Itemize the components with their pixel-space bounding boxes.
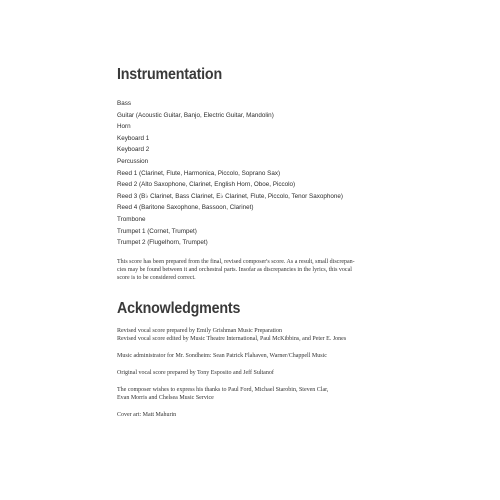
ack-paragraph	[117, 327, 387, 343]
ack-line: The composer wishes to express his thanks to Paul Ford, Michael Starobin, Steven Clar,	[117, 386, 329, 393]
instrument-item: Bass	[117, 100, 131, 107]
instrument-item: Reed 1 (Clarinet, Flute, Harmonica, Piccolo, Soprano Sax)	[117, 169, 281, 177]
document-page	[117, 66, 387, 428]
instrument-item: Keyboard 1	[117, 134, 150, 142]
instrument-item: Reed 3 (B♭ Clarinet, Bass Clarinet, E♭ Clarinet, Flute, Piccolo, Tenor Saxophone)	[117, 192, 343, 200]
acknowledgments-heading: Acknowledgments	[117, 299, 241, 317]
instrument-item: Horn	[117, 123, 131, 131]
ack-line: Original vocal score prepared by Tony Esposito and Jeff Sultanof	[117, 369, 274, 376]
instrument-item: Keyboard 2	[117, 146, 150, 154]
ack-line: Cover art: Matt Mahurin	[117, 411, 177, 418]
instrument-item: Trombone	[117, 215, 146, 223]
ack-paragraph	[117, 352, 387, 360]
ack-line: Revised vocal score edited by Music Theatre International, Paul McKibbins, and Peter E. Jones	[117, 335, 347, 342]
instrument-item: Percussion	[117, 157, 149, 165]
instrument-item: Trumpet 2 (Flugelhorn, Trumpet)	[117, 239, 208, 247]
score-note	[117, 258, 383, 282]
score-note-line: This score has been prepared from the final, revised composer's score. As a result, small discrepan-	[117, 258, 355, 265]
score-note-line: cies may be found between it and orchestral parts. Insofar as discrepancies in the lyrics, this vocal	[117, 266, 352, 273]
score-note-line: score is to be considered correct.	[117, 274, 196, 281]
ack-line: Music administrator for Mr. Sondheim: Sean Patrick Flahaven, Warner/Chappell Music	[117, 352, 327, 359]
instrument-item: Guitar (Acoustic Guitar, Banjo, Electric Guitar, Mandolin)	[117, 111, 274, 119]
ack-line: Evan Morris and Chelsea Music Service	[117, 394, 214, 401]
instrumentation-heading: Instrumentation	[117, 66, 222, 83]
ack-paragraph	[117, 411, 387, 419]
ack-paragraph	[117, 369, 387, 377]
instrument-item: Trumpet 1 (Cornet, Trumpet)	[117, 227, 197, 235]
ack-paragraph	[117, 386, 387, 402]
ack-line: Revised vocal score prepared by Emily Grishman Music Preparation	[117, 327, 282, 334]
instrument-list	[117, 98, 387, 249]
instrument-item: Reed 4 (Baritone Saxophone, Bassoon, Clarinet)	[117, 204, 254, 212]
instrument-item: Reed 2 (Alto Saxophone, Clarinet, English Horn, Oboe, Piccolo)	[117, 181, 296, 189]
